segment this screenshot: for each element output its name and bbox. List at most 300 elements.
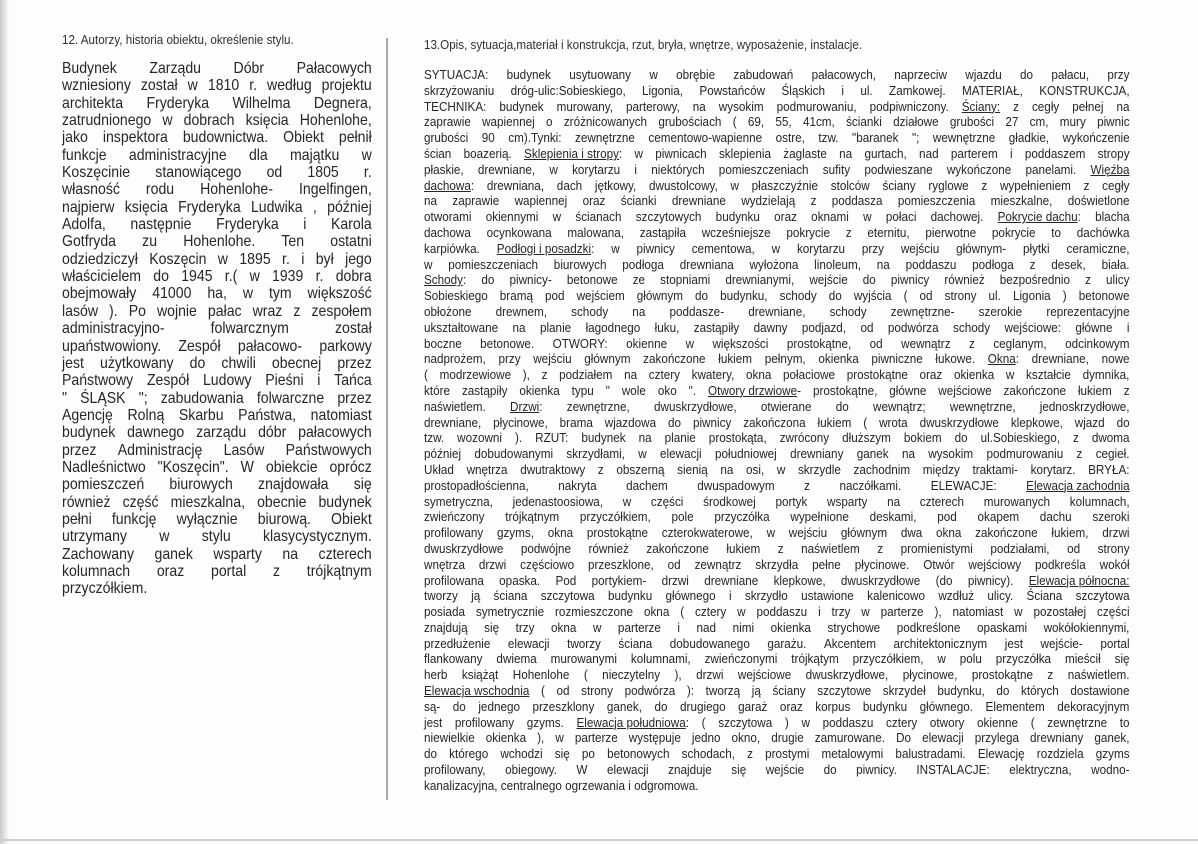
text-word: ),	[522, 367, 530, 383]
text-word: wsparty	[827, 493, 868, 509]
text-word: strony	[581, 683, 613, 699]
text-word: parterze	[617, 619, 661, 635]
text-word: ostatni	[330, 233, 372, 251]
text-word: naświetlem	[801, 540, 860, 556]
text-word: prostokąta,	[708, 430, 767, 446]
text-word: ";	[138, 389, 148, 407]
text-word: skrzydła	[755, 556, 799, 572]
text-word: Karola	[331, 216, 372, 234]
text-word: z	[981, 177, 988, 193]
text-word: wodno-	[1091, 762, 1130, 778]
text-word: książąt	[461, 667, 499, 683]
text-word: ściana	[618, 635, 653, 651]
text-word: Ligonia,	[642, 82, 684, 98]
text-word: murowanych	[983, 493, 1051, 509]
text-word: w	[1005, 367, 1015, 383]
left-text-line	[62, 476, 372, 493]
text-word: usytuowany	[569, 67, 632, 82]
text-word: w	[766, 525, 776, 541]
text-word: )	[1062, 288, 1067, 304]
text-word: zabudowań	[733, 67, 794, 82]
left-text-line	[62, 95, 372, 112]
text-word: boazerią.	[463, 145, 512, 161]
text-word: biurowych	[169, 476, 233, 494]
section-13-heading: 13.Opis, sytuacja,materiał i konstrukcja, rzut, bryła, wnętrze, wyposażenie, instalacje.	[424, 38, 863, 52]
right-text-line	[424, 509, 1130, 525]
text-word: w	[638, 446, 647, 462]
text-word: wejście-	[1040, 635, 1083, 651]
text-word: ulicy.	[987, 588, 1014, 604]
text-word: cementowa,	[691, 240, 755, 256]
text-word: tworzy	[567, 635, 601, 651]
section-12-text	[62, 60, 372, 598]
text-word: szczytowych	[635, 209, 702, 225]
text-word: chwili	[221, 354, 256, 372]
text-word: grubości	[424, 130, 469, 146]
text-word: pomieszczeniach	[718, 161, 809, 177]
text-word: naświetlem.	[424, 398, 486, 414]
text-word: płycinowe,	[902, 667, 958, 683]
text-word: przyczółkiem,	[852, 651, 924, 667]
right-text-line	[424, 415, 1130, 431]
underlined-term: Drzwi	[509, 398, 540, 414]
text-word: po	[581, 746, 595, 762]
text-word: wejście	[809, 272, 848, 288]
text-word: wchodzi	[500, 746, 543, 762]
text-word: piwnicy	[636, 240, 675, 256]
text-word: przylega	[974, 730, 1019, 746]
text-word: czterech	[919, 493, 965, 509]
text-word: podkreślone	[896, 619, 961, 635]
text-word: i	[728, 588, 732, 604]
text-word: ).	[109, 302, 118, 320]
text-word: dobra	[335, 268, 372, 286]
text-word: administracyjno-	[62, 320, 165, 338]
text-word: tzw.	[818, 130, 839, 146]
text-word: są-	[424, 698, 441, 714]
text-word: połaciowe	[783, 367, 836, 383]
text-word: w	[622, 493, 632, 509]
text-word: z	[777, 540, 784, 556]
text-word: 1945	[181, 268, 213, 286]
text-word: inspektora	[102, 129, 168, 147]
text-word: skrzydeł	[882, 683, 926, 699]
text-word: Pieśni	[265, 372, 304, 390]
text-word: piwnicy).	[967, 572, 1014, 588]
text-word: naczółkami.	[839, 477, 902, 493]
text-word: z	[293, 302, 301, 320]
text-word: OTWORY:	[552, 335, 608, 351]
text-word: okienka	[953, 367, 995, 383]
text-word: gzyms,	[496, 525, 534, 541]
text-word: odziedziczył	[62, 250, 138, 268]
text-word: większość	[307, 285, 372, 303]
text-word: Pałacowych	[296, 60, 372, 77]
text-word: parterze	[574, 730, 618, 746]
text-word: zewnątrz	[694, 556, 742, 572]
text-word: od	[1067, 540, 1081, 556]
text-word: panelami.	[1025, 161, 1077, 177]
text-word: z	[1072, 430, 1079, 446]
text-word: ),	[934, 604, 942, 620]
text-word: drzwi	[1102, 525, 1130, 541]
right-text-line	[424, 162, 1130, 178]
text-word: poddasze-	[669, 303, 725, 319]
left-text-line	[62, 528, 372, 545]
text-word: i	[634, 161, 638, 177]
text-word: W	[576, 762, 588, 778]
text-word: zatrudnionego	[62, 112, 152, 130]
text-word: stylu	[201, 528, 231, 546]
text-word: gładkie,	[1008, 130, 1050, 146]
text-word: obiegowy.	[505, 762, 557, 778]
text-word: tworzy	[424, 588, 458, 604]
text-word: do	[828, 288, 842, 304]
text-word: zwieńczony	[424, 509, 485, 525]
text-word: stolców	[830, 177, 870, 193]
text-word: budynek	[506, 67, 551, 82]
text-word: herb	[424, 667, 448, 683]
text-word: oraz	[156, 562, 185, 580]
text-word: na	[624, 367, 638, 383]
text-word: zabudowania	[160, 389, 244, 407]
left-text-line	[62, 563, 372, 580]
text-word: ganek,	[606, 698, 642, 714]
text-word: Ściana	[1026, 588, 1063, 604]
text-word: budynek	[62, 424, 116, 442]
text-word: ścianach	[575, 209, 622, 225]
text-word: oprócz	[329, 458, 372, 476]
text-word: typu	[571, 382, 594, 398]
text-word: r.	[315, 268, 324, 286]
text-word: ha,	[207, 285, 227, 303]
text-word: "	[62, 389, 68, 407]
text-word: symetryczna,	[424, 493, 493, 509]
right-text-line	[424, 225, 1130, 241]
text-word: linoleum,	[814, 256, 861, 272]
text-word: dwuskrzydłowe,	[654, 398, 737, 414]
right-text-line	[424, 730, 1130, 746]
text-word: bezpośrednio	[999, 272, 1071, 288]
text-word: gurtach,	[864, 145, 907, 161]
text-word: pełnej	[1072, 98, 1104, 114]
text-word: dachowa:	[424, 177, 475, 193]
text-word: zespołem	[311, 302, 372, 320]
text-word: doświetlone	[1067, 193, 1130, 209]
text-word: Tańca	[334, 372, 372, 390]
text-word: do	[481, 272, 495, 288]
text-word: czterech	[318, 545, 372, 563]
text-word: betonowe	[1078, 288, 1130, 304]
text-word: szerokie	[978, 303, 1023, 319]
text-word: pozostałej	[1033, 604, 1087, 620]
text-word: wejściowy	[968, 556, 1022, 572]
text-word: profilowany	[424, 525, 484, 541]
text-word: w	[634, 145, 643, 161]
text-word: i	[317, 372, 321, 390]
text-word: w	[863, 209, 872, 225]
text-word: od	[919, 288, 933, 304]
text-word: ścianki	[846, 114, 882, 130]
text-word: 41cm,	[802, 114, 835, 130]
text-word: betonowych	[607, 746, 670, 762]
text-word: 1810	[207, 77, 240, 95]
text-word: kolumnach,	[1069, 493, 1130, 509]
right-text-line	[424, 304, 1130, 320]
text-word: od	[556, 683, 570, 699]
text-word: żaglaste	[783, 145, 827, 161]
text-word: do	[954, 430, 968, 446]
text-word: Powstańców	[699, 82, 766, 98]
text-word: do	[654, 698, 668, 714]
text-word: jedno	[691, 730, 721, 746]
text-word: natomiast	[310, 406, 372, 424]
text-word: Elewacja południowa:	[576, 714, 690, 730]
text-word: 27	[1005, 114, 1019, 130]
underlined-term: Elewacja południowa	[576, 714, 686, 730]
text-word: otwierane	[760, 398, 812, 414]
text-word: korytarzu	[796, 240, 846, 256]
text-word: budynku,	[720, 288, 768, 304]
text-word: i	[841, 82, 844, 98]
text-word: r.	[249, 77, 258, 95]
section-12-heading: 12. Autorzy, historia obiektu, określenie stylu.	[62, 33, 294, 47]
text-word: dwiema	[496, 651, 537, 667]
text-word: Pokrycie dachu:	[997, 209, 1081, 225]
text-word: mieszkalna,	[170, 493, 246, 511]
right-text-line	[424, 494, 1130, 510]
right-text-line	[424, 683, 1130, 699]
text-word: majątku	[290, 146, 340, 164]
underlined-term: Pokrycie dachu	[997, 209, 1078, 225]
text-word: wewnątrz;	[873, 398, 926, 414]
text-word: od	[667, 556, 681, 572]
right-text-line	[424, 746, 1130, 762]
text-word: obrębie	[676, 67, 716, 82]
text-word: wejściu	[533, 351, 572, 367]
right-text-line	[424, 430, 1130, 446]
text-word: r.	[282, 250, 290, 268]
text-word: sienią	[677, 461, 708, 477]
text-word: Hohenlohe.	[183, 233, 256, 251]
text-word: r.(	[224, 268, 238, 286]
text-word: Elewację	[977, 746, 1025, 762]
text-word: cm).Tynki:	[508, 130, 562, 146]
text-word: Ingelfingen,	[298, 181, 372, 199]
text-word: poddaszem	[1024, 145, 1086, 161]
text-word: stanowiącego	[155, 164, 242, 182]
text-word: łuku,	[654, 319, 680, 335]
text-word: zewnętrzne	[575, 130, 635, 146]
text-word: z	[1047, 667, 1054, 683]
text-word: jako	[62, 129, 88, 147]
text-word: elektryczna,	[1009, 762, 1072, 778]
text-word: Ludowy	[202, 372, 252, 390]
right-text-line	[424, 209, 1130, 225]
text-word: niektórych	[651, 161, 705, 177]
text-word: brama	[559, 414, 593, 430]
text-word: ukształtowane	[424, 319, 499, 335]
text-word: profilowany	[454, 714, 515, 730]
text-word: dachu	[1039, 509, 1072, 525]
left-text-line	[62, 390, 372, 407]
text-word: obszerną	[616, 461, 665, 477]
text-word: drewniane	[704, 572, 759, 588]
text-word: Agencję	[62, 406, 113, 424]
text-word: obecnie	[257, 493, 307, 511]
text-word: drewniana,	[486, 177, 545, 193]
text-word: bramą	[499, 288, 533, 304]
text-word: trójkątym	[791, 651, 839, 667]
text-word: tworzą	[705, 683, 741, 699]
left-text-line	[62, 181, 372, 198]
left-text-line	[62, 216, 372, 233]
text-word: płaskie,	[424, 161, 464, 177]
text-word: drugie	[771, 730, 804, 746]
text-word: elewacji	[606, 762, 649, 778]
text-word: wyjścia	[853, 288, 892, 304]
text-word: z	[1029, 256, 1036, 272]
text-word: wokółokiennymi,	[1043, 619, 1130, 635]
text-word: jest	[62, 354, 84, 372]
right-text-line	[424, 320, 1130, 336]
text-word: się	[554, 746, 570, 762]
text-word: w	[937, 651, 946, 667]
text-word: biała.	[1101, 256, 1130, 272]
text-word: w	[162, 112, 173, 130]
text-word: wykończone	[946, 161, 1012, 177]
text-word: Fryderyka	[146, 94, 210, 112]
text-word: piwnicy.	[856, 762, 897, 778]
text-word: Administrację	[117, 441, 203, 459]
text-word	[962, 99, 1000, 115]
text-word: również	[62, 493, 111, 511]
text-word: do	[862, 272, 876, 288]
text-word: podwórza	[887, 319, 939, 335]
text-word: podmurowaniu,	[776, 98, 857, 114]
text-word: według	[267, 77, 312, 95]
text-word: wjazd	[1074, 414, 1105, 430]
text-word: portal	[1100, 635, 1130, 651]
text-word: budynek	[499, 98, 544, 114]
text-word: schody	[829, 303, 867, 319]
text-word: dwa	[900, 525, 923, 541]
text-word: Otwory drzwiowe-	[708, 382, 802, 398]
text-word: skrzydłami,	[566, 446, 625, 462]
text-word: płycinowe.	[854, 556, 910, 572]
text-word: ):	[686, 683, 695, 699]
text-word: trójkątnym	[505, 509, 560, 525]
text-word: wjazdu	[965, 67, 1002, 82]
text-word: okienne	[977, 714, 1019, 730]
text-word: z	[845, 224, 852, 240]
text-word: nimi	[732, 619, 755, 635]
text-word: budynek	[581, 430, 626, 446]
text-word: ulicy	[1106, 272, 1130, 288]
text-word: przy	[498, 351, 521, 367]
text-word: został	[140, 77, 178, 95]
text-word: jedenastoosiowa,	[512, 493, 604, 509]
text-word: kalenicowo	[867, 588, 926, 604]
text-word: okna	[936, 525, 962, 541]
right-text-line	[424, 604, 1130, 620]
text-word: w	[361, 146, 372, 164]
text-word: garażu.	[767, 635, 807, 651]
text-word: deskami,	[869, 509, 917, 525]
text-word: kolumnami,	[630, 651, 691, 667]
text-word: przez	[337, 354, 372, 372]
text-word: W	[240, 458, 254, 476]
text-word: architekta	[62, 94, 124, 112]
text-word: właścicielem	[62, 268, 142, 286]
text-word: drzwi	[696, 667, 724, 683]
text-word: opaskami	[976, 619, 1028, 635]
text-word: Obiekt	[331, 510, 372, 528]
right-text-line	[424, 272, 1130, 288]
text-word: w	[552, 209, 562, 225]
left-text-line: przyczółkiem.	[62, 580, 148, 598]
text-word: w	[159, 528, 170, 546]
text-word: budownictwa.	[182, 129, 269, 147]
text-word: ścian	[424, 145, 452, 161]
text-word: wejściu	[788, 525, 828, 541]
text-word: Sobieskiego	[424, 288, 488, 304]
text-word: piwnicy-	[509, 272, 552, 288]
underlined-term: dachowa	[424, 177, 471, 193]
text-word: SYTUACJA:	[424, 67, 489, 82]
text-word: wyłącznie	[176, 510, 238, 528]
text-word: projektu	[321, 77, 372, 95]
right-text-line	[424, 462, 1130, 478]
left-text-line	[62, 251, 372, 268]
text-word: łukowe.	[935, 351, 976, 367]
text-word: tzw.	[424, 430, 445, 446]
text-word: łukiem	[1077, 382, 1112, 398]
text-word: poddaszu	[822, 714, 874, 730]
text-word: nowe	[1101, 351, 1130, 367]
text-word: wejściowe	[737, 667, 792, 683]
text-word	[1029, 573, 1130, 589]
text-word: Zachowany	[62, 545, 135, 563]
text-word: Koszęcin	[149, 250, 207, 268]
text-word: okna	[745, 367, 772, 383]
text-word: ściany	[772, 683, 806, 699]
text-word: główne	[889, 382, 927, 398]
text-word: rozmieszczone	[555, 604, 634, 620]
text-word: Państwa,	[238, 406, 297, 424]
text-word: Otwór	[923, 556, 955, 572]
text-word: traktami-	[972, 461, 1018, 477]
text-word: okienka	[485, 730, 527, 746]
left-text-line	[62, 511, 372, 528]
text-word: parterem	[950, 145, 998, 161]
text-word: zaprawie	[424, 114, 471, 130]
text-word: ),	[537, 730, 545, 746]
text-word: na	[887, 493, 901, 509]
text-word: pokrycie	[991, 224, 1036, 240]
text-word: ustawione	[801, 588, 854, 604]
right-text-line	[424, 715, 1130, 731]
right-text-line	[424, 99, 1130, 115]
text-word: przyczółka	[714, 509, 770, 525]
text-word: prostokątne	[971, 667, 1033, 683]
text-word: strychowe	[827, 619, 881, 635]
text-word: prostokątne	[846, 367, 908, 383]
text-word: zachodnim	[853, 461, 911, 477]
text-word: Sklepienia i stropy:	[524, 145, 623, 161]
text-word: Wilhelma	[232, 94, 291, 112]
text-word: KONSTRUKCJA,	[1039, 82, 1130, 98]
